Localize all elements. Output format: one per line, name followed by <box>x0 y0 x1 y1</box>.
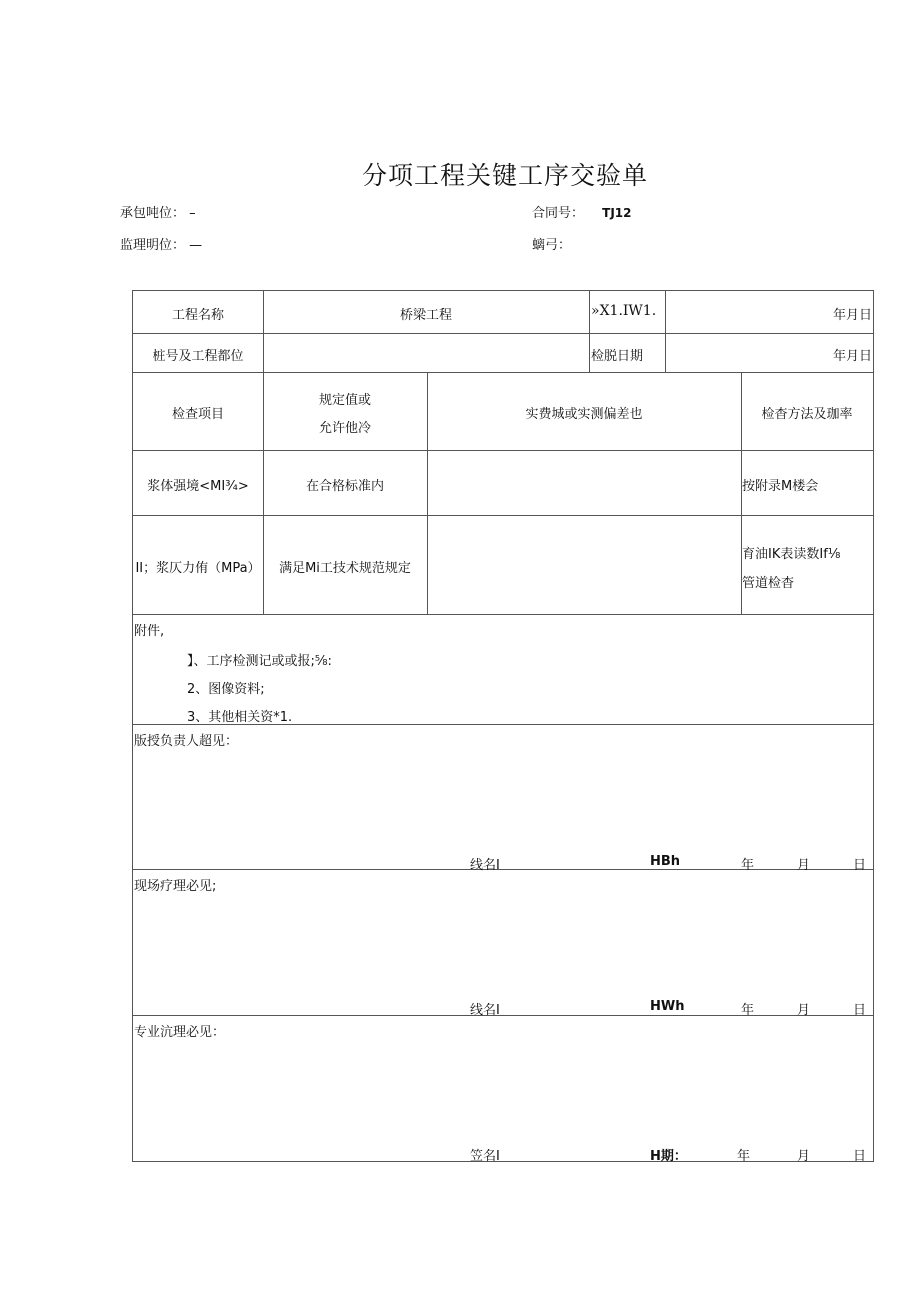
col-item-header: 检查项目 <box>171 407 224 422</box>
day-label: 日 <box>853 858 867 873</box>
attachment-item: 】、工序检测记或或报;⅝: <box>187 654 332 669</box>
page-title: 分项工程关键工序交验单 <box>361 161 648 190</box>
date-ymd-2: 年月日 <box>832 349 872 364</box>
contract-no-row <box>532 202 632 221</box>
row2-item: II；浆仄力侑（MPa） <box>135 561 261 576</box>
year-label: 年 <box>741 858 755 873</box>
date-ymd-1: 年月日 <box>832 308 872 323</box>
attachments-label: 附件, <box>134 624 165 639</box>
contractor-value: – <box>189 206 196 221</box>
contractor-row <box>120 202 196 221</box>
project-name-label: 工程名称 <box>171 308 224 323</box>
date-label: H期： <box>650 1149 687 1164</box>
col-spec-header-1: 规定值或 <box>318 393 371 408</box>
supervisor-value: — <box>189 238 203 253</box>
row2-method-1: 育油IK表读数If⅛ <box>742 547 841 562</box>
opinion-label: 专业沆理必见： <box>134 1025 226 1040</box>
supervisor-label: 监理明位： <box>120 238 186 253</box>
day-label: 日 <box>853 1149 867 1164</box>
row1-spec: 在合格标准内 <box>305 479 384 494</box>
signature-label: 线名I <box>470 1003 500 1018</box>
row1-method: 按附录M楼会 <box>742 479 819 494</box>
opinion-label: 现场疗理必见; <box>134 879 217 894</box>
signature-label: 线名I <box>470 858 500 873</box>
year-label: 年 <box>737 1149 751 1164</box>
month-label: 月 <box>797 858 811 873</box>
row2-method-2: 管道检杳 <box>742 576 795 591</box>
row1-item: 浆体强境<MI¾> <box>147 479 249 494</box>
attachment-item: 2、图像资料; <box>187 682 265 697</box>
project-name-value: 桥梁工程 <box>399 308 452 323</box>
year-label: 年 <box>741 1003 755 1018</box>
month-label: 月 <box>797 1003 811 1018</box>
inspect-date-label: 检脱日期 <box>591 349 644 364</box>
inspection-form-table <box>132 290 874 1162</box>
opinion-label: 版授负责人超见： <box>134 734 239 749</box>
date-code-label: »X1.IW1. <box>591 303 657 319</box>
attachment-item: 3、其他相关资*1. <box>187 710 293 725</box>
col-spec-header-2: 允许他冷 <box>318 421 371 436</box>
signature-label: 笠名I <box>470 1149 500 1164</box>
row2-spec: 满足Mi工技术规范规定 <box>279 561 411 576</box>
contractor-label: 承包吨位： <box>120 206 186 221</box>
col-measured-header: 实费城或实测偏差也 <box>525 407 643 422</box>
contract-no-value: TJ12 <box>602 206 632 220</box>
month-label: 月 <box>797 1149 811 1164</box>
day-label: 日 <box>853 1003 867 1018</box>
col-method-header: 检杳方法及珈率 <box>761 407 853 422</box>
pile-label: 桩号及工程都位 <box>152 349 244 364</box>
date-label: HWh <box>650 999 685 1014</box>
supervisor-row <box>120 234 202 253</box>
date-label: HBh <box>650 854 681 869</box>
contract-no-label: 合同号： <box>532 206 585 221</box>
serial-label: 螭弓： <box>532 238 572 253</box>
